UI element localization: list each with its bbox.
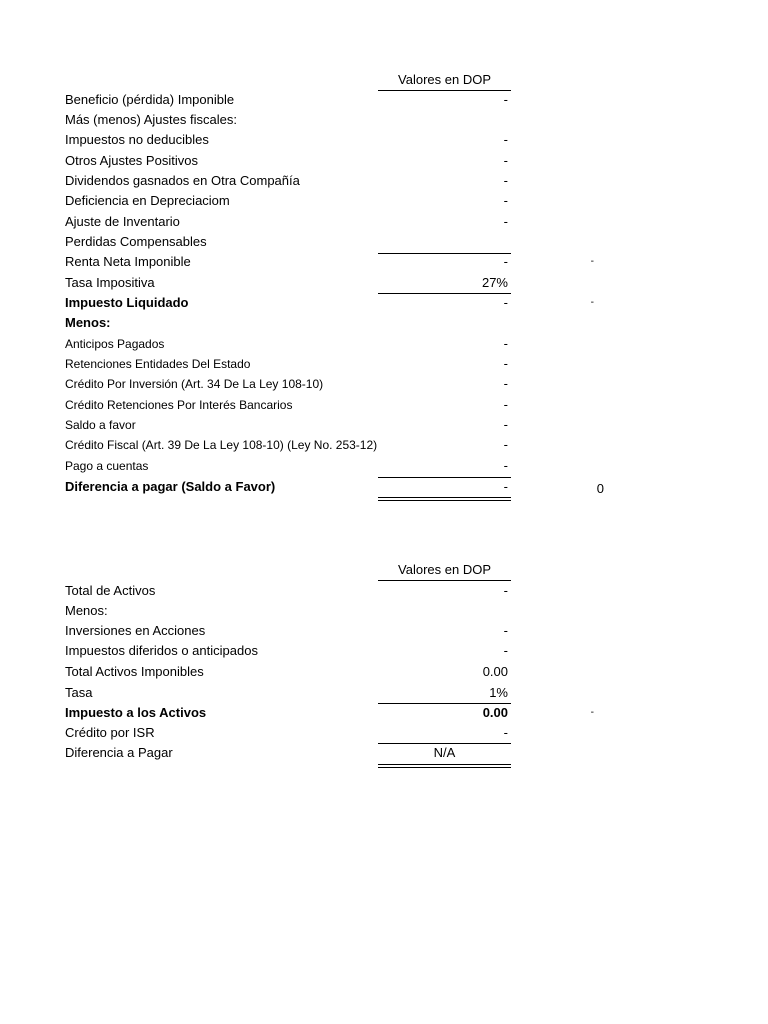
isr-row-pago-cuentas: [0, 456, 768, 476]
activos-row-menos: [0, 601, 768, 621]
isr-row-diferencia: [0, 477, 768, 497]
isr-row-credito-retenciones: [0, 395, 768, 415]
isr-row-dividendos: [0, 171, 768, 191]
row-label: Otros Ajustes Positivos: [65, 153, 198, 168]
row-label: Saldo a favor: [65, 418, 136, 432]
isr-row-credito-inversion: [0, 374, 768, 394]
isr-row-retenciones-estado: [0, 354, 768, 374]
total-double-rule: [378, 764, 511, 768]
row-value: [378, 601, 508, 621]
row-value: -: [503, 643, 508, 658]
isr-row-menos: [0, 313, 768, 333]
row-label: Crédito por ISR: [65, 725, 155, 740]
row-value: -: [503, 173, 508, 188]
row-value: -: [503, 417, 508, 432]
activos-row-impuesto: [0, 703, 768, 723]
row-label: Impuesto a los Activos: [65, 705, 207, 720]
side-value: -: [590, 256, 594, 267]
row-label: Crédito Fiscal (Art. 39 De La Ley 108-10) (Ley No. 253-12): [65, 438, 378, 452]
activos-row-tasa: [0, 683, 768, 703]
row-value: 0.00: [482, 664, 508, 679]
row-label: Tasa Impositiva: [65, 275, 155, 290]
row-label: Impuesto Liquidado: [65, 295, 189, 310]
side-value: -: [590, 707, 594, 718]
activos-row-inversiones: [0, 621, 768, 641]
activos-row-diferidos: [0, 641, 768, 661]
row-value: 0.00: [482, 705, 508, 720]
row-value: -: [503, 193, 508, 208]
row-value: 27%: [481, 275, 508, 290]
row-value: N/A: [433, 745, 456, 760]
row-label: Pago a cuentas: [65, 459, 149, 473]
row-value: -: [503, 376, 508, 391]
row-value: [378, 232, 508, 252]
row-label: Diferencia a pagar (Saldo a Favor): [65, 479, 276, 494]
row-label: Menos:: [65, 603, 108, 618]
row-label: Tasa: [65, 685, 93, 700]
isr-row-ajustes: [0, 110, 768, 130]
isr-row-beneficio: [0, 90, 768, 110]
row-value: -: [503, 295, 508, 310]
row-value: -: [503, 397, 508, 412]
row-value: [378, 313, 508, 333]
side-value: 0: [596, 481, 604, 496]
isr-row-tasa: [0, 273, 768, 293]
row-label: Renta Neta Imponible: [65, 254, 191, 269]
activos-row-credito-isr: [0, 723, 768, 743]
total-double-rule: [378, 497, 511, 501]
row-label: Impuestos diferidos o anticipados: [65, 643, 258, 658]
row-label: Diferencia a Pagar: [65, 745, 173, 760]
activos-row-total: [0, 581, 768, 601]
isr-row-credito-fiscal: [0, 435, 768, 455]
isr-row-impuesto-liquidado: [0, 293, 768, 313]
row-label: Retenciones Entidades Del Estado: [65, 357, 251, 371]
row-value: -: [503, 725, 508, 740]
row-label: Inversiones en Acciones: [65, 623, 206, 638]
isr-row-otros-ajustes: [0, 151, 768, 171]
isr-row-no-deducibles: [0, 130, 768, 150]
row-value: -: [503, 458, 508, 473]
row-label: Ajuste de Inventario: [65, 214, 180, 229]
row-label: Dividendos gasnados en Otra Compañía: [65, 173, 300, 188]
row-value: -: [503, 92, 508, 107]
row-value: -: [503, 479, 508, 494]
row-value: 1%: [489, 685, 508, 700]
row-label: Total Activos Imponibles: [65, 664, 204, 679]
row-label: Crédito Retenciones Por Interés Bancarios: [65, 398, 293, 412]
row-value: -: [503, 583, 508, 598]
row-label: Perdidas Compensables: [65, 234, 207, 249]
isr-row-renta-neta: [0, 252, 768, 272]
row-label: Más (menos) Ajustes fiscales:: [65, 112, 237, 127]
row-value: -: [503, 153, 508, 168]
row-value: -: [503, 132, 508, 147]
isr-row-depreciacion: [0, 191, 768, 211]
row-value: -: [503, 623, 508, 638]
side-value: -: [590, 297, 594, 308]
activos-header: Valores en DOP: [398, 562, 491, 577]
isr-row-perdidas: [0, 232, 768, 252]
isr-header: Valores en DOP: [398, 72, 491, 87]
isr-row-saldo-favor: [0, 415, 768, 435]
row-label: Beneficio (pérdida) Imponible: [65, 92, 235, 107]
row-value: [378, 110, 508, 130]
isr-row-inventario: [0, 212, 768, 232]
row-label: Total de Activos: [65, 583, 156, 598]
isr-row-anticipos: [0, 334, 768, 354]
row-value: -: [503, 356, 508, 371]
row-label: Deficiencia en Depreciaciom: [65, 193, 230, 208]
activos-row-diferencia: [0, 743, 768, 763]
row-label: Anticipos Pagados: [65, 337, 165, 351]
row-value: -: [503, 437, 508, 452]
row-value: -: [503, 336, 508, 351]
row-label: Crédito Por Inversión (Art. 34 De La Ley 108-10): [65, 377, 324, 391]
row-label: Menos:: [65, 315, 111, 330]
row-value: -: [503, 214, 508, 229]
activos-row-total-imponibles: [0, 662, 768, 682]
row-value: -: [503, 254, 508, 269]
row-label: Impuestos no deducibles: [65, 132, 209, 147]
